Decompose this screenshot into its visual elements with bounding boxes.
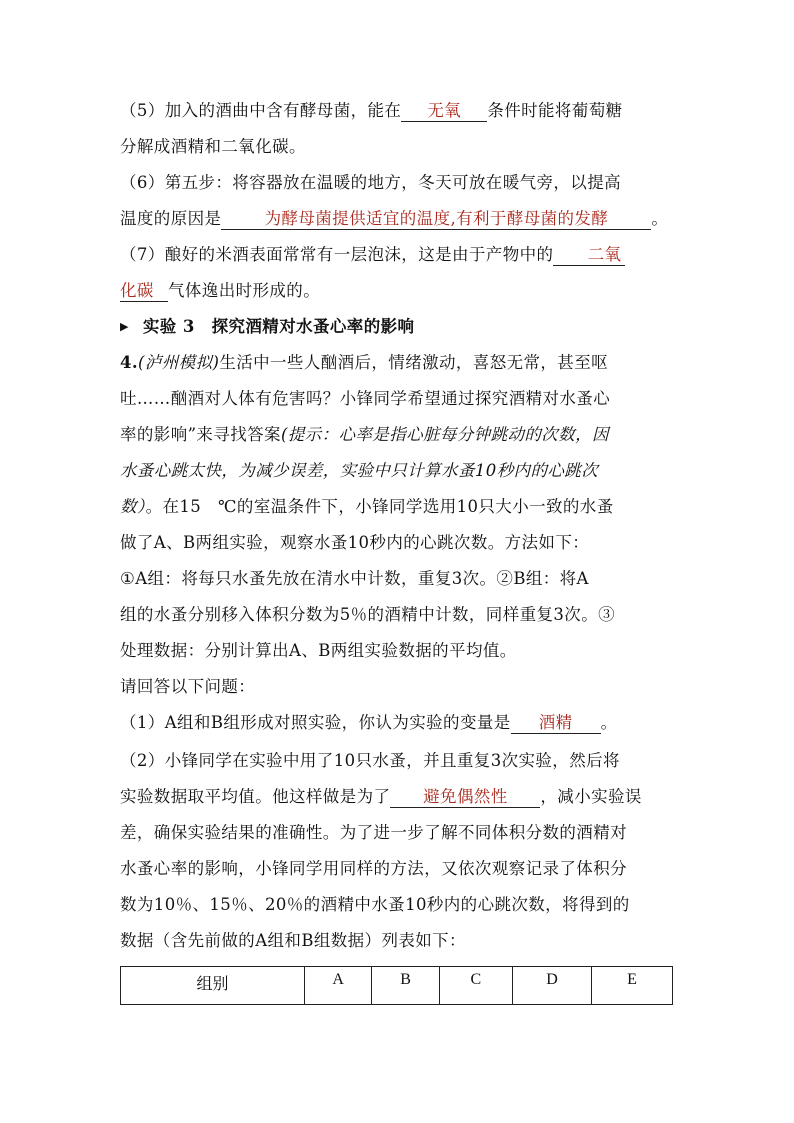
q4-text-5: 。在15 ℃的室温条件下，小锋同学选用10只大小一致的水蚤	[145, 497, 614, 516]
q6-line-2	[120, 208, 668, 230]
sub2-answer: 避免偶然性	[390, 787, 540, 808]
table-header-cell: C	[439, 967, 512, 1005]
q6-line-1	[120, 172, 621, 194]
sub2-text-2: 实验数据取平均值。他这样做是为了	[120, 787, 391, 806]
q5-line-1	[120, 100, 623, 122]
q5-line-2	[120, 136, 306, 158]
sub2-line-6	[120, 930, 466, 952]
sub1-answer: 酒精	[511, 713, 601, 734]
q7-answer-part-1: 二氧	[553, 245, 625, 266]
q4-line-9	[120, 640, 517, 662]
q6-text-2: 温度的原因是	[120, 209, 222, 228]
step-3-marker: ③	[598, 605, 616, 624]
sub2-line-4	[120, 858, 627, 880]
table-header-cell: 组别	[121, 967, 305, 1005]
q5-text-2: 分解成酒精和二氧化碳。	[120, 137, 306, 156]
sub2-text-5: 数为10％、15％、20％的酒精中水蚤10秒内的心跳次数，将得到的	[120, 895, 630, 914]
q6-text: （6）第五步：将容器放在温暖的地方，冬天可放在暖气旁，以提高	[120, 173, 621, 192]
triangle-bullet-icon: ▶	[120, 320, 129, 333]
q4-line-6	[120, 532, 589, 554]
q4-text-9: 处理数据：分别计算出A、B两组实验数据的平均值。	[120, 641, 517, 660]
q6-period: 。	[651, 209, 669, 228]
q4-text-6: 做了A、B两组实验，观察水蚤10秒内的心跳次数。方法如下：	[120, 533, 590, 552]
sub1-period: 。	[600, 713, 618, 732]
q4-line-8	[120, 604, 615, 626]
table-header-cell: E	[592, 967, 673, 1005]
question-number: 4.	[120, 353, 139, 372]
sub2-text-3: 差，确保实验结果的准确性。为了进一步了解不同体积分数的酒精对	[120, 823, 627, 842]
table-header-cell: D	[512, 967, 591, 1005]
q4-line-10	[120, 676, 255, 698]
q4-hint-2: 水蚤心跳太快，为减少误差，实验中只计算水蚤10秒内的心跳次	[120, 461, 599, 480]
q4-text-8: 组的水蚤分别移入体积分数为5％的酒精中计数，同样重复3次。	[120, 605, 599, 624]
section-heading	[120, 316, 414, 338]
step-2-marker: ②	[496, 569, 514, 588]
table-header-cell: A	[305, 967, 372, 1005]
table-header-cell: B	[372, 967, 439, 1005]
q7-text-2: 气体逸出时形成的。	[168, 281, 321, 300]
sub2-text-1: （2）小锋同学在实验中用了10只水蚤，并且重复3次实验，然后将	[120, 751, 620, 770]
sub2-line-5	[120, 894, 630, 916]
q4-text-1: 生活中一些人酗酒后，情绪激动，喜怒无常，甚至呕	[219, 353, 609, 372]
sub2-line-3	[120, 822, 627, 844]
q7-line-2	[120, 280, 320, 302]
sub2-line-1	[120, 750, 620, 772]
q4-line-7	[120, 568, 589, 590]
sub2-text-4: 水蚤心率的影响，小锋同学用同样的方法，又依次观察记录了体积分	[120, 859, 627, 878]
q4-line-2	[120, 388, 610, 410]
sub2-line-2	[120, 786, 642, 808]
data-table	[120, 966, 673, 1005]
step-1-marker: ①	[120, 569, 136, 588]
q4-text-3: 率的影响”来寻找答案	[120, 425, 281, 444]
q7-answer-part-2: 化碳	[120, 281, 168, 302]
q5-answer: 无氧	[401, 101, 487, 122]
sub2-text-6: 数据（含先前做的A组和B组数据）列表如下：	[120, 931, 466, 950]
question-source: (泸州模拟)	[138, 353, 220, 372]
q4-line-5	[120, 496, 614, 518]
q4-text-7: A组：将每只水蚤先放在清水中计数，重复3次。	[135, 569, 497, 588]
q4-line-3	[120, 424, 609, 446]
sub2-text-2b: ，减小实验误	[540, 787, 642, 806]
q7-text: （7）酿好的米酒表面常常有一层泡沫，这是由于产物中的	[120, 245, 554, 264]
q5-text: （5）加入的酒曲中含有酵母菌，能在	[120, 101, 402, 120]
q6-answer: 为酵母菌提供适宜的温度,有利于酵母菌的发酵	[221, 209, 651, 230]
q7-line-1	[120, 244, 625, 266]
q4-line-1	[120, 352, 608, 374]
sub1-line	[120, 712, 618, 734]
sub1-text: （1）A组和B组形成对照实验，你认为实验的变量是	[120, 713, 511, 732]
q4-text-2: 吐……酗酒对人体有危害吗？小锋同学希望通过探究酒精对水蚤心	[120, 389, 611, 408]
table-header-row	[121, 967, 673, 1005]
q4-prompt: 请回答以下问题：	[120, 677, 256, 696]
q4-line-4	[120, 460, 598, 482]
q4-hint-3: 数）	[120, 497, 146, 516]
section-title: 实验 3 探究酒精对水蚤心率的影响	[142, 317, 415, 336]
q4-text-7b: B组：将A	[513, 569, 589, 588]
q5-text-tail: 条件时能将葡萄糖	[487, 101, 623, 120]
q4-hint-1: (提示：心率是指心脏每分钟跳动的次数，因	[280, 425, 609, 444]
